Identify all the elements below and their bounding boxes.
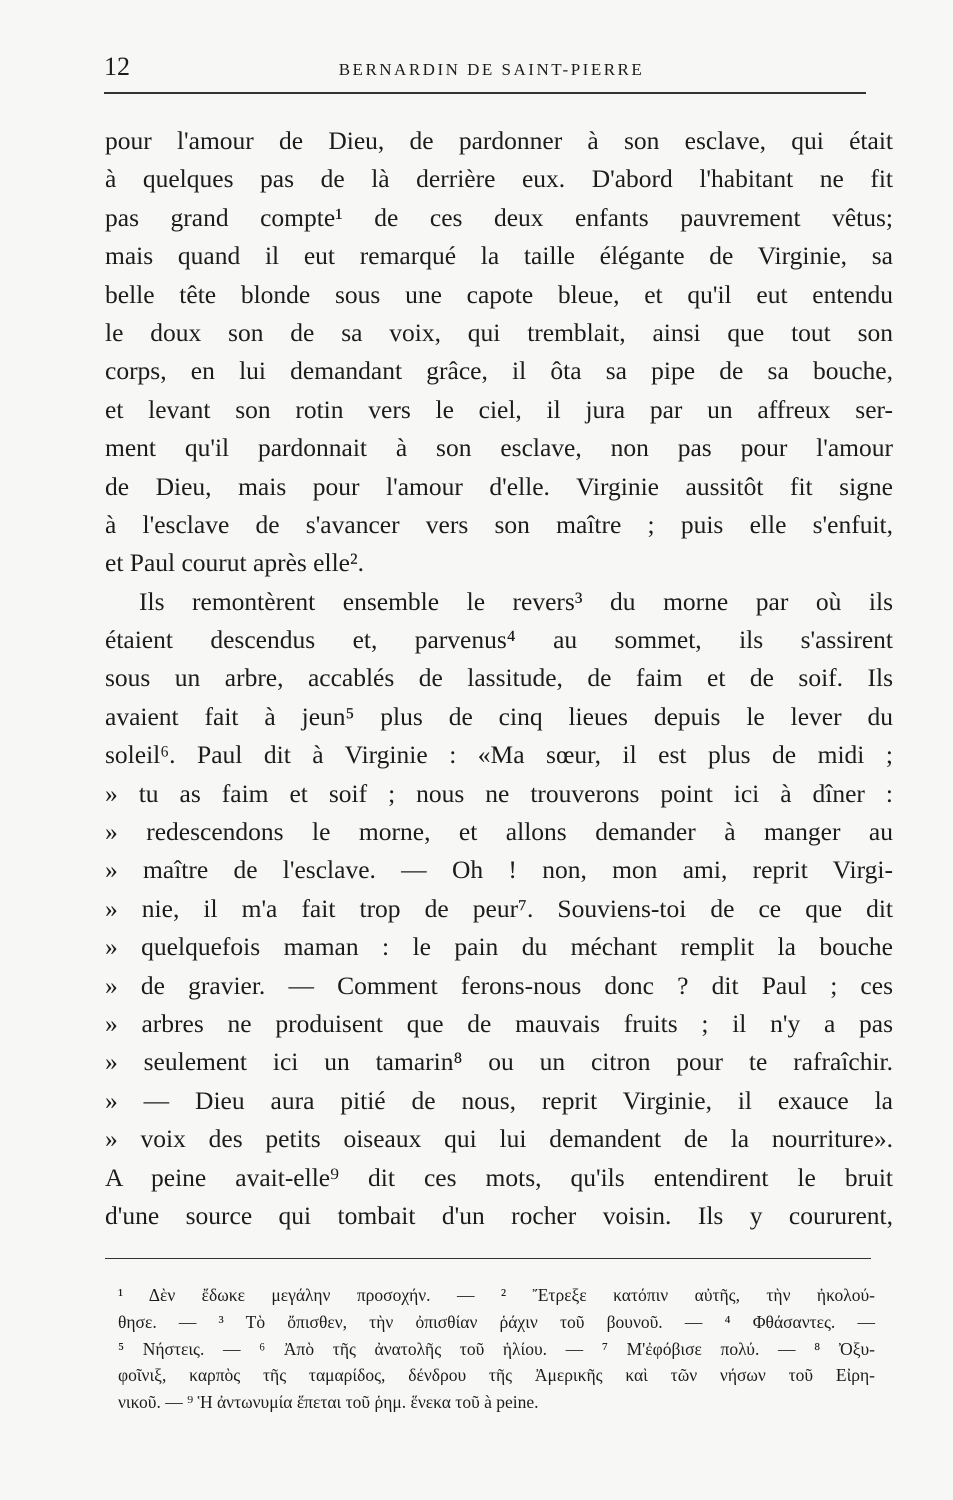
text-line: corps, en lui demandant grâce, il ôta sa pipe de sa bouche, — [105, 356, 893, 386]
text-line: et levant son rotin vers le ciel, il jura par un affreux ser- — [105, 394, 893, 424]
text-line: pour l'amour de Dieu, de pardonner à son esclave, qui était — [105, 126, 893, 155]
text-line: à quelques pas de là derrière eux. D'abord l'habitant ne fit — [105, 164, 893, 194]
text-line: » redescendons le morne, et allons demander à manger au — [105, 817, 893, 847]
footnote-line: φοῖνιξ, καρπὸς τῆς ταμαρίδος, δένδρου τῆς Ἀμερικῆς καὶ τῶν νήσων τοῦ Εἰρη- — [118, 1365, 875, 1386]
text-line: d'une source qui tombait d'un rocher voisin. Ils y coururent, — [105, 1200, 893, 1230]
text-line: » nie, il m'a fait trop de peur⁷. Souviens-toi de ce que dit — [105, 893, 893, 923]
text-line: » de gravier. — Comment ferons-nous donc ? dit Paul ; ces — [105, 970, 893, 1000]
text-line: » — Dieu aura pitié de nous, reprit Virginie, il exauce la — [105, 1085, 893, 1115]
text-line: sous un arbre, accablés de lassitude, de faim et de soif. Ils — [105, 663, 893, 693]
text-line: à l'esclave de s'avancer vers son maître ; puis elle s'enfuit, — [105, 509, 893, 539]
footnote-rule — [105, 1258, 871, 1259]
text-line: le doux son de sa voix, qui tremblait, ainsi que tout son — [105, 317, 893, 347]
footnote-line: ¹ Δὲν ἔδωκε μεγάλην προσοχήν. — ² Ἔτρεξε κατόπιν αὐτῆς, τὴν ἠκολού- — [118, 1285, 875, 1305]
text-line: » tu as faim et soif ; nous ne trouverons point ici à dîner : — [105, 778, 893, 808]
running-title: BERNARDIN DE SAINT-PIERRE — [338, 60, 645, 79]
text-line: » arbres ne produisent que de mauvais fruits ; il n'y a pas — [105, 1008, 893, 1038]
text-line: de Dieu, mais pour l'amour d'elle. Virginie aussitôt fit signe — [105, 471, 893, 501]
text-line: » maître de l'esclave. — Oh ! non, mon ami, reprit Virgi- — [105, 855, 893, 885]
text-line: ment qu'il pardonnait à son esclave, non pas pour l'amour — [105, 433, 893, 463]
text-line: » voix des petits oiseaux qui lui demandent de la nourriture». — [105, 1124, 893, 1154]
text-line: Ils remontèrent ensemble le revers³ du morne par où ils — [139, 586, 893, 616]
text-line: » seulement ici un tamarin⁸ ou un citron pour te rafraîchir. — [105, 1047, 893, 1077]
footnotes — [118, 1282, 875, 1416]
text-line: avaient fait à jeun⁵ plus de cinq lieues depuis le lever du — [105, 701, 893, 731]
header-rule — [104, 92, 866, 94]
text-line: pas grand compte¹ de ces deux enfants pauvrement vêtus; — [105, 202, 893, 232]
text-line: A peine avait-elle⁹ dit ces mots, qu'ils entendirent le bruit — [105, 1162, 893, 1192]
text-line: et Paul courut après elle². — [105, 548, 365, 578]
text-line: étaient descendus et, parvenus⁴ au sommet, ils s'assirent — [105, 625, 893, 655]
text-line: belle tête blonde sous une capote bleue, et qu'il eut entendu — [105, 279, 893, 309]
body-text — [105, 122, 893, 1235]
footnote-line: θησε. — ³ Τὸ ὄπισθεν, τὴν ὀπισθίαν ῥάχιν τοῦ βουνοῦ. — ⁴ Φθάσαντες. — — [118, 1311, 875, 1332]
footnote-line: ⁵ Νήστεις. — ⁶ Ἀπὸ τῆς ἀνατολῆς τοῦ ἡλίου. — ⁷ Μ'ἐφόβισε πολύ. — ⁸ Ὀξυ- — [118, 1338, 875, 1359]
page-number: 12 — [104, 52, 130, 81]
text-line: soleil⁶. Paul dit à Virginie : «Ma sœur, il est plus de midi ; — [105, 740, 893, 770]
text-line: » quelquefois maman : le pain du méchant remplit la bouche — [105, 932, 893, 962]
text-line: mais quand il eut remarqué la taille élégante de Virginie, sa — [105, 241, 893, 271]
footnote-line: νικοῦ. — ⁹ Ἡ ἀντωνυμία ἕπεται τοῦ ῥημ. ἕνεκα τοῦ à peine. — [118, 1392, 539, 1413]
